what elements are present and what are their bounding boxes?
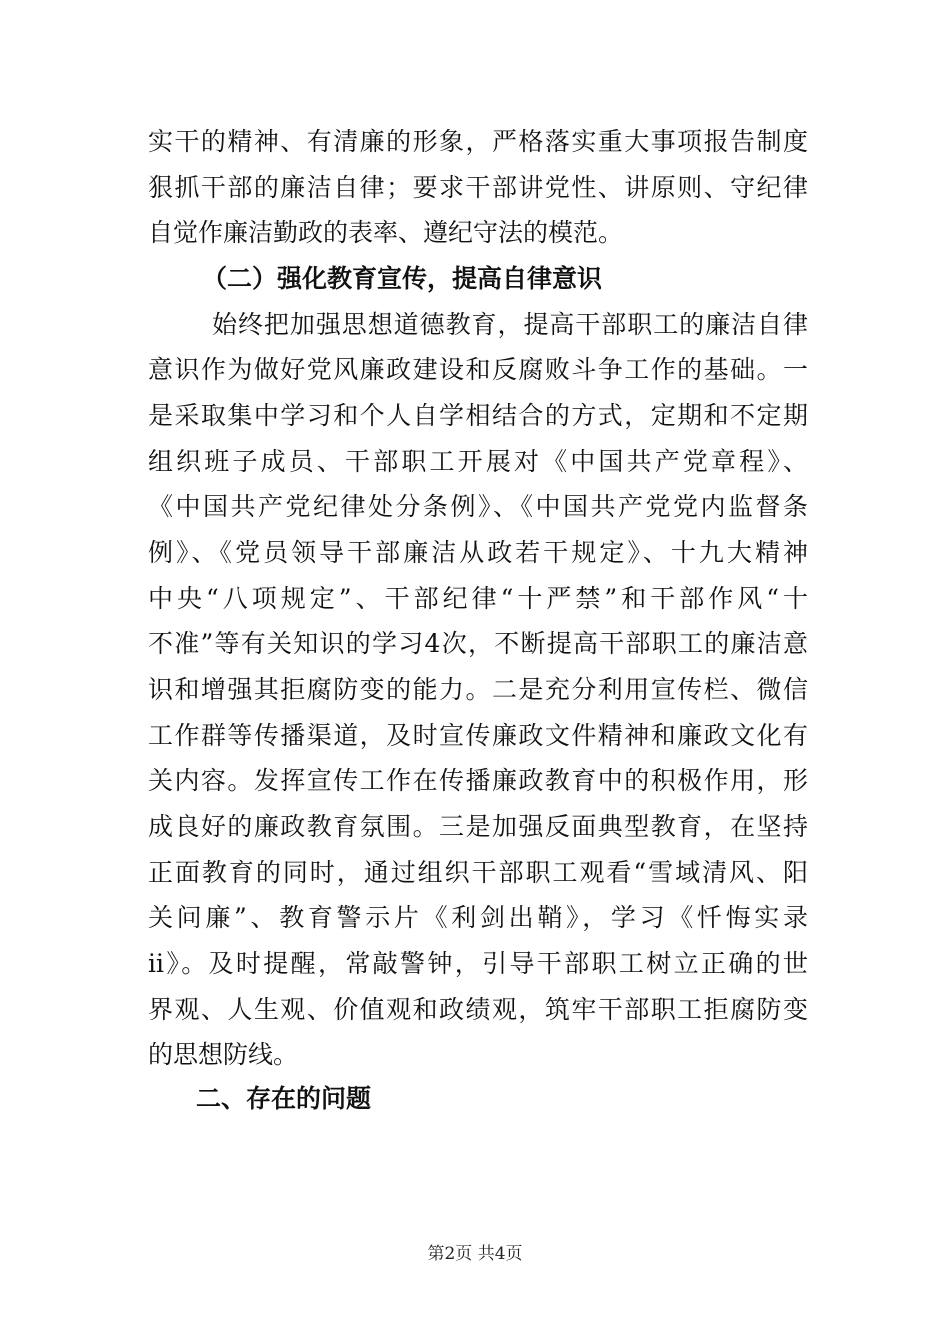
paragraph-line: ⅱ》。及时提醒，常敲警钟，引导干部职工树立正确的世 [148,949,808,978]
paragraph-line: 界观、人生观、价值观和政绩观，筑牢干部职工拒腐防变 [148,995,808,1024]
subsection-heading: （二）强化教育宣传，提高自律意识 [202,264,603,293]
paragraph-line: 《中国共产党纪律处分条例》、《中国共产党党内监督条 [148,492,808,521]
paragraph-line: 识和增强其拒腐防变的能力。二是充分利用宣传栏、微信 [148,675,808,704]
paragraph-line: 关问廉”、教育警示片《利剑出鞘》，学习《忏悔实录 [148,903,808,932]
page-number-footer: 第2页 共4页 [427,1244,523,1264]
paragraph-line: 组织班子成员、干部职工开展对《中国共产党章程》、 [148,447,808,476]
paragraph-line: 成良好的廉政教育氛围。三是加强反面典型教育，在坚持 [148,812,808,841]
paragraph-line: 自觉作廉洁勤政的表率、遵纪守法的模范。 [148,218,624,247]
paragraph-line: 关内容。发挥宣传工作在传播廉政教育中的积极作用，形 [148,766,808,795]
section-heading: 二、存在的问题 [196,1084,372,1113]
paragraph-line: 狠抓干部的廉洁自律；要求干部讲党性、讲原则、守纪律 [148,173,808,202]
paragraph-line: 正面教育的同时，通过组织干部职工观看“雪域清风、阳 [148,858,808,887]
paragraph-line: 的思想防线。 [148,1040,299,1069]
paragraph-line: 工作群等传播渠道，及时宣传廉政文件精神和廉政文化有 [148,721,808,750]
paragraph-line: 始终把加强思想道德教育，提高干部职工的廉洁自律 [212,310,808,339]
paragraph-line: 是采取集中学习和个人自学相结合的方式，定期和不定期 [148,401,808,430]
paragraph-line: 实干的精神、有清廉的形象，严格落实重大事项报告制度 [148,127,808,156]
paragraph-line: 不准”等有关知识的学习4次，不断提高干部职工的廉洁意 [148,629,808,658]
paragraph-line: 例》、《党员领导干部廉洁从政若干规定》、十九大精神 [148,538,808,567]
paragraph-line: 中央“八项规定”、干部纪律“十严禁”和干部作风“十 [148,584,808,613]
paragraph-line: 意识作为做好党风廉政建设和反腐败斗争工作的基础。一 [148,355,808,384]
